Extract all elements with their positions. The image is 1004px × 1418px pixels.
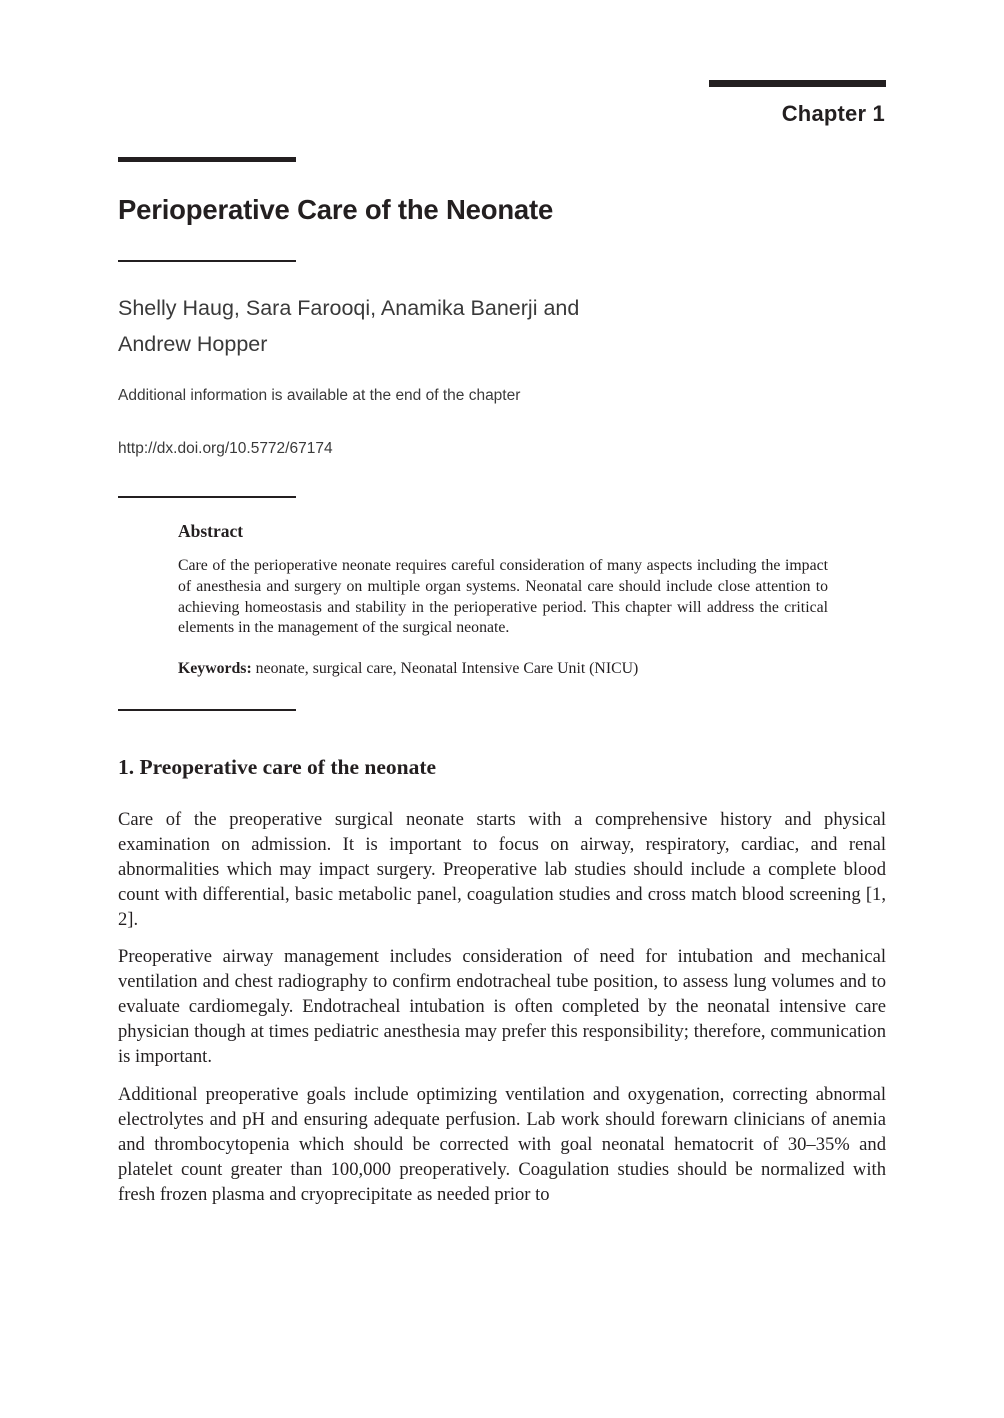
author-line-2: Andrew Hopper [118, 332, 268, 356]
keywords-label: Keywords: [178, 660, 252, 677]
chapter-title: Perioperative Care of the Neonate [118, 194, 554, 225]
title-bottom-rule [118, 260, 296, 262]
abstract-text: Care of the perioperative neonate requires careful consideration of many aspects including the impact of anesthesia and surgery on multiple organ systems. Neonatal care should include close attention to achieving homeostasis and stability in the perioperative period. This chapter will address the critical elements in the management of the surgical neonate. [178, 557, 828, 637]
section-heading: 1. Preoperative care of the neonate [118, 755, 437, 779]
body-paragraph-2: Preoperative airway management includes consideration of need for intubation and mechanical ventilation and chest radiography to confirm endotracheal tube position, to assess lung volumes and to evaluate cardiomegaly. Endotracheal intubation is often completed by the neonatal intensive care physician though at times pediatric anesthesia may prefer this responsibility; therefore, communication is important. [118, 946, 886, 1067]
author-list [118, 290, 579, 362]
abstract-top-rule [118, 496, 296, 498]
additional-info-note: Additional information is available at the end of the chapter [118, 387, 521, 404]
keywords-list: neonate, surgical care, Neonatal Intensive Care Unit (NICU) [255, 660, 639, 677]
abstract-bottom-rule [118, 709, 296, 711]
doi-link[interactable]: http://dx.doi.org/10.5772/67174 [118, 440, 333, 457]
chapter-top-rule [709, 80, 886, 87]
body-paragraph-3: Additional preoperative goals include optimizing ventilation and oxygenation, correcting abnormal electrolytes and pH and ensuring adequate perfusion. Lab work should forewarn clinicians of anemia and thrombocytopenia which should be corrected with goal neonatal hematocrit of 30–35% and platelet count greater than 100,000 preoperatively. Coagulation studies should be normalized with fresh frozen plasma and cryoprecipitate as needed prior to [118, 1084, 886, 1205]
body-paragraph-1: Care of the preoperative surgical neonate starts with a comprehensive history and physical examination on admission. It is important to focus on airway, respiratory, cardiac, and renal abnormalities which may impact surgery. Preoperative lab studies should include a complete blood count with differential, basic metabolic panel, coagulation studies and cross match blood screening [1, 2]. [118, 809, 886, 930]
chapter-label: Chapter 1 [781, 101, 885, 126]
abstract-heading: Abstract [178, 521, 244, 541]
keywords-line [178, 660, 638, 678]
title-top-rule [118, 157, 296, 162]
author-line-1: Shelly Haug, Sara Farooqi, Anamika Banerji and [118, 296, 580, 320]
